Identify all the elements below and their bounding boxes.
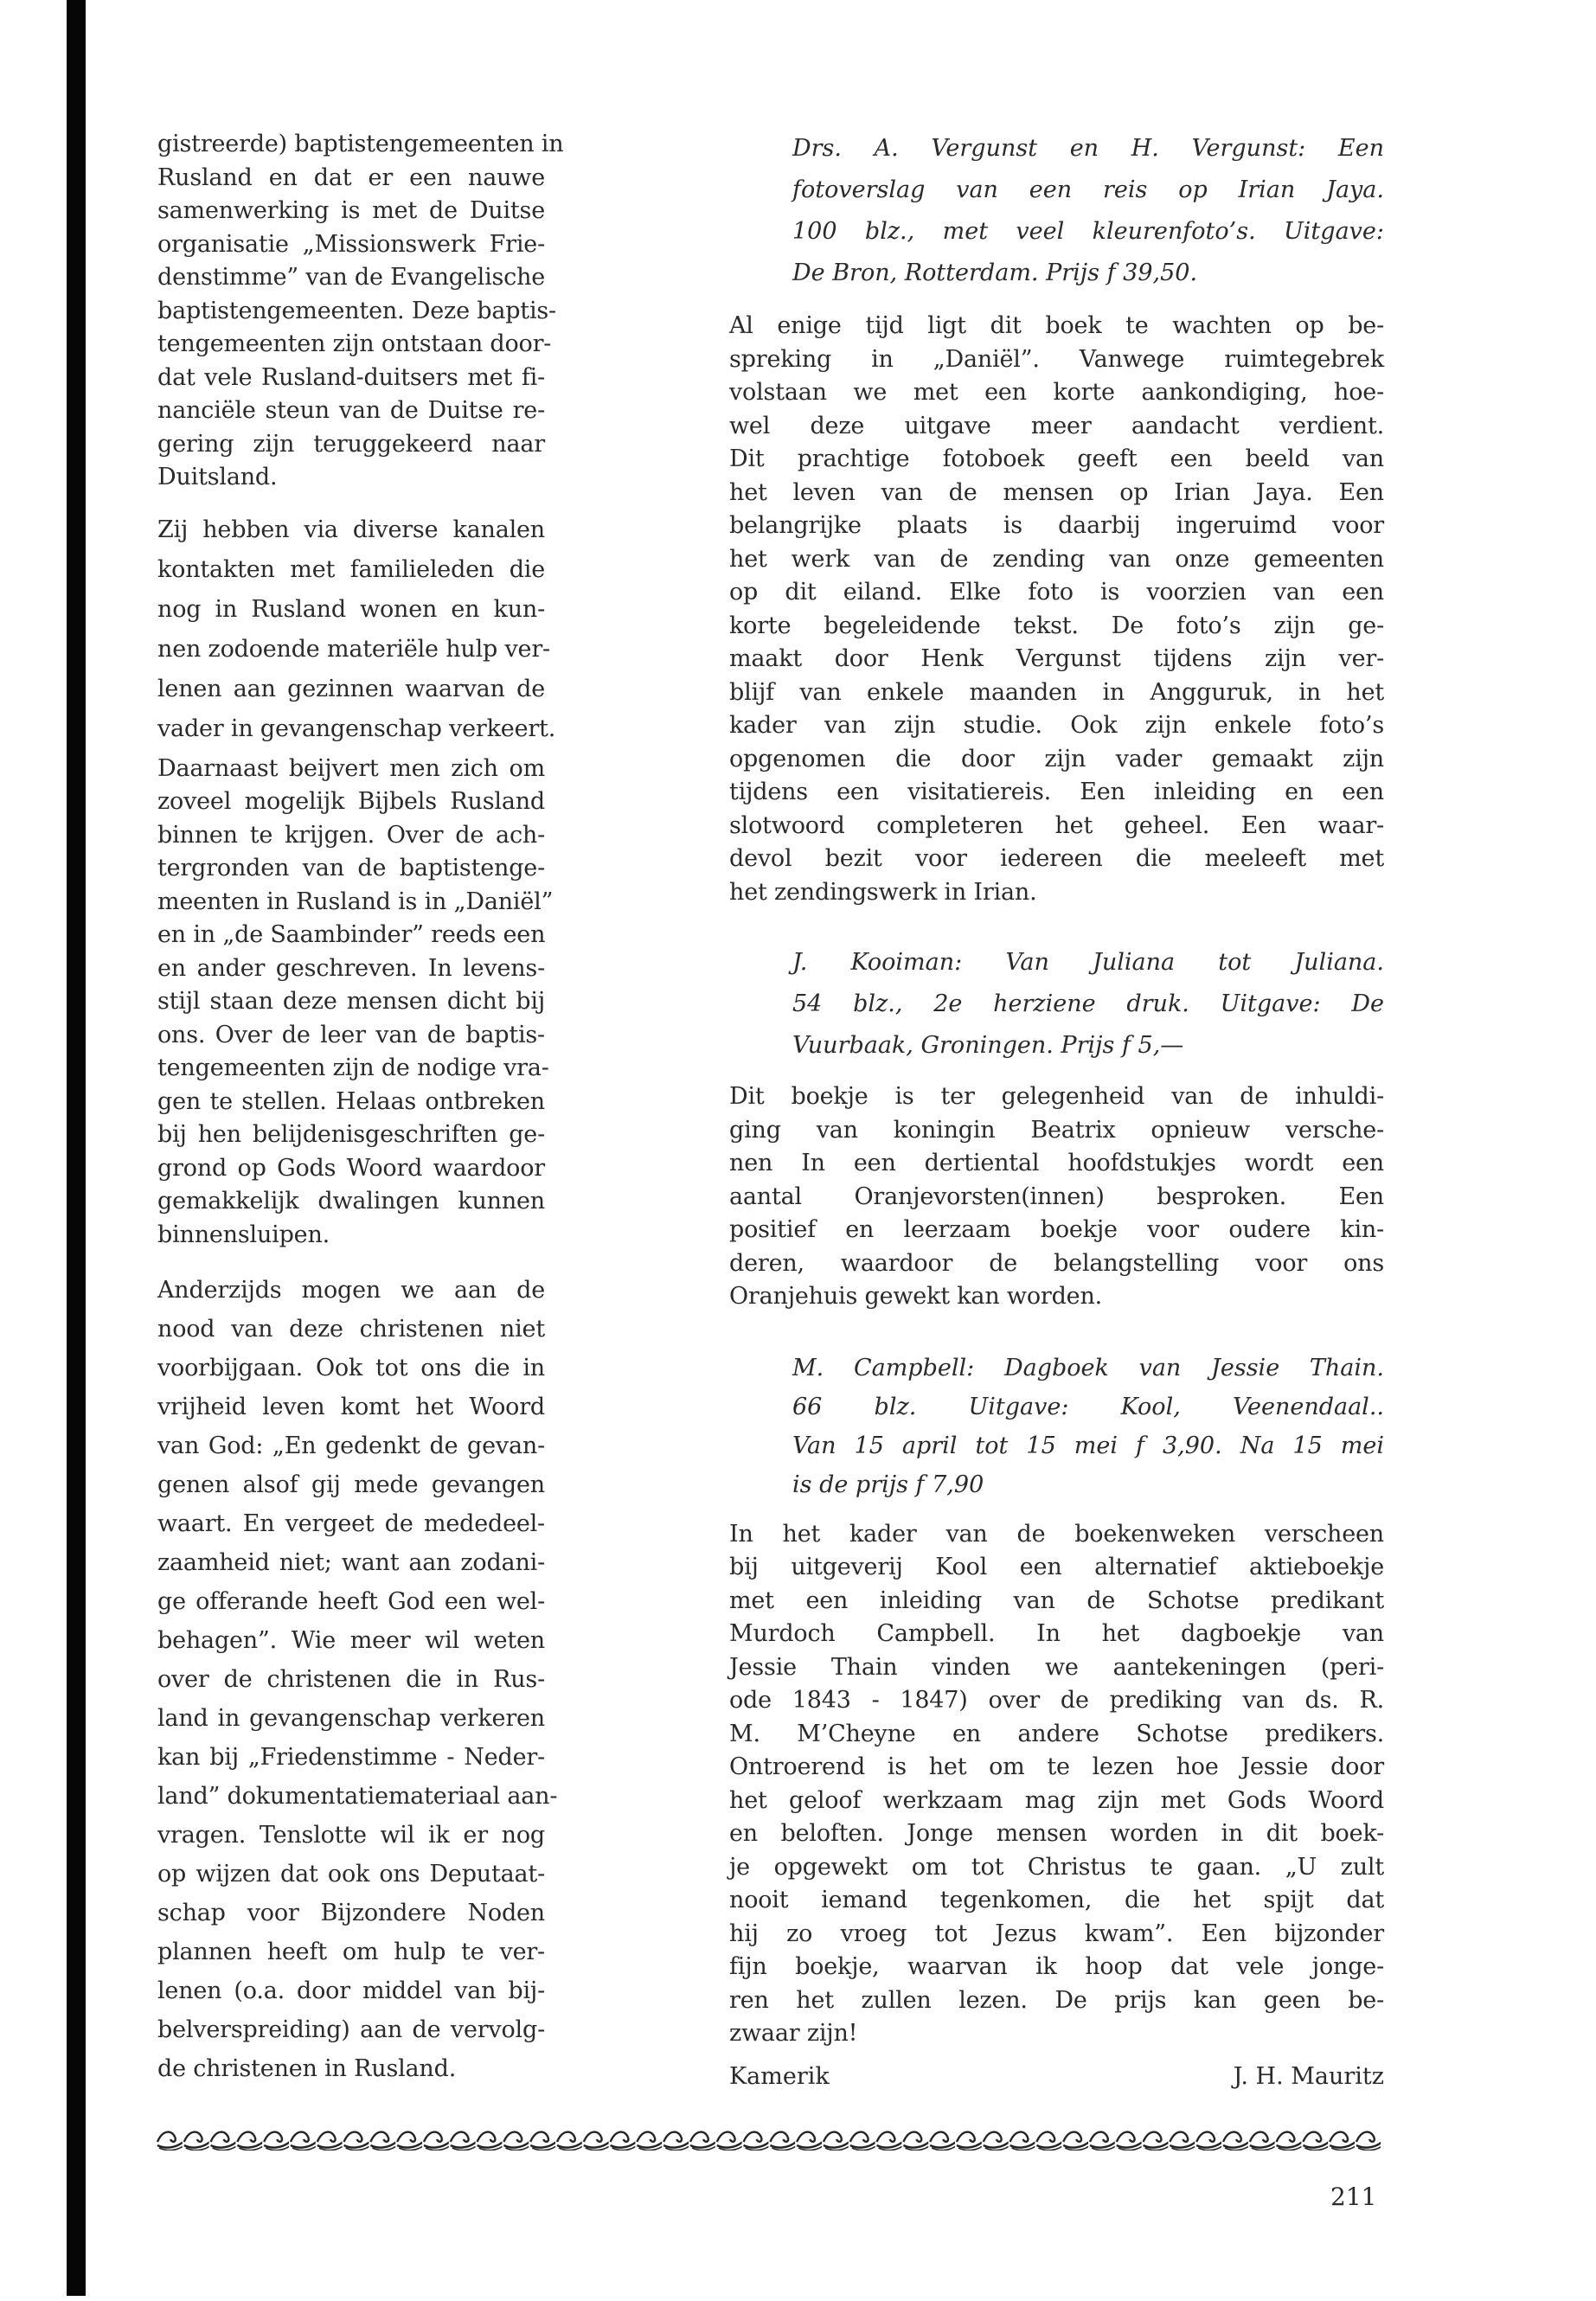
text-line: gen te stellen. Helaas ontbreken	[157, 1087, 545, 1115]
paragraph-family-contacts	[157, 510, 556, 749]
text-line: lenen (o.a. door middel van bij-	[157, 1977, 545, 2004]
text-line: Rusland en dat er een nauwe	[157, 163, 545, 191]
text-line: Oranjehuis gewekt kan worden.	[729, 1283, 1103, 1310]
book-reference	[792, 1349, 1384, 1504]
text-line: Ontroerend is het om te lezen hoe Jessie door	[729, 1753, 1384, 1780]
text-line: tengemeenten zijn de nodige vra-	[157, 1054, 549, 1081]
text-line: slotwoord completeren het geheel. Een waar-	[729, 811, 1384, 839]
text-line: met een inleiding van de Schotse predikant	[729, 1586, 1384, 1614]
left-column	[157, 128, 564, 2088]
text-line: maakt door Henk Vergunst tijdens zijn ver-	[729, 645, 1384, 672]
text-line: lenen aan gezinnen waarvan de	[157, 675, 545, 702]
text-line: devol bezit voor iedereen die meeleeft met	[729, 845, 1384, 872]
text-line: nen In een dertiental hoofdstukjes wordt een	[729, 1150, 1384, 1176]
text-line: en beloften. Jonge mensen worden in dit boek-	[729, 1820, 1384, 1847]
text-line: kan bij „Friedenstimme - Neder-	[157, 1744, 545, 1771]
text-line: zwaar zijn!	[729, 2020, 858, 2047]
text-line: stijl staan deze mensen dicht bij	[157, 988, 545, 1015]
text-line: Daarnaast beijvert men zich om	[157, 754, 545, 782]
text-line: nanciële steun van de Duitse re-	[157, 397, 545, 424]
text-line: over de christenen die in Rus-	[157, 1666, 545, 1693]
text-line: het geloof werkzaam mag zijn met Gods Woord	[729, 1786, 1384, 1814]
book-reference	[792, 128, 1384, 294]
text-line: M. Campbell: Dagboek van Jessie Thain.	[792, 1354, 1384, 1381]
text-line: Drs. A. Vergunst en H. Vergunst: Een	[792, 135, 1384, 162]
text-line: ging van koningin Beatrix opnieuw versche-	[729, 1116, 1384, 1144]
text-line: gering zijn teruggekeerd naar	[157, 430, 545, 458]
text-line: kontakten met familieleden die	[157, 555, 545, 583]
text-line: binnen te krijgen. Over de ach-	[157, 821, 545, 849]
text-line: De Bron, Rotterdam. Prijs f 39,50.	[792, 260, 1198, 286]
text-line: hij zo vroeg tot Jezus kwam”. Een bijzonder	[729, 1920, 1384, 1947]
text-line: samenwerking is met de Duitse	[157, 197, 545, 224]
text-line: vragen. Tenslotte wil ik er nog	[157, 1822, 545, 1849]
text-line: meenten in Rusland is in „Daniël”	[157, 888, 554, 915]
text-line: land in gevangenschap verkeren	[157, 1705, 545, 1732]
page-binding-edge	[67, 0, 86, 2296]
text-line: spreking in „Daniël”. Vanwege ruimtegebrek	[729, 345, 1384, 373]
text-line: nood van deze christenen niet	[157, 1316, 545, 1343]
text-line: denstimme” van de Evangelische	[157, 264, 546, 291]
book-review-text	[729, 1080, 1384, 1314]
text-line: binnensluipen.	[157, 1221, 330, 1248]
signature-author: J. H. Mauritz	[1233, 2063, 1384, 2090]
text-line: M. M’Cheyne en andere Schotse predikers.	[729, 1720, 1384, 1747]
text-line: het werk van de zending van onze gemeenten	[729, 545, 1384, 573]
text-line: land” dokumentatiemateriaal aan-	[157, 1783, 558, 1810]
text-line: Duitsland.	[157, 464, 278, 490]
rope-ornament-divider	[156, 2125, 1381, 2150]
text-line: tijdens een visitatiereis. Een inleiding en een	[729, 779, 1384, 805]
text-line: nog in Rusland wonen en kun-	[157, 595, 545, 623]
text-line: J. Kooiman: Van Juliana tot Juliana.	[792, 949, 1384, 976]
text-line: Al enige tijd ligt dit boek te wachten op be-	[729, 312, 1384, 339]
right-column	[729, 128, 1384, 2051]
text-line: het leven van de mensen op Irian Jaya. Een	[729, 478, 1384, 506]
book-review-irian-jaya	[729, 128, 1384, 909]
text-line: fijn boekje, waarvan ik hoop dat vele jonge-	[729, 1953, 1384, 1980]
text-line: kader van zijn studie. Ook zijn enkele foto’s	[729, 712, 1384, 739]
text-line: aantal Oranjevorsten(innen) besproken. Een	[729, 1183, 1384, 1210]
text-line: Jessie Thain vinden we aantekeningen (peri-	[729, 1653, 1384, 1681]
text-line: het zendingswerk in Irian.	[729, 878, 1037, 906]
text-line: Van 15 april tot 15 mei f 3,90. Na 15 mei	[792, 1432, 1384, 1459]
text-line: van God: „En gedenkt de gevan-	[157, 1433, 545, 1459]
text-line: belverspreiding) aan de vervolg-	[157, 2016, 545, 2043]
text-line: tergronden van de baptistenge-	[157, 855, 545, 881]
text-line: tengemeenten zijn ontstaan door-	[157, 330, 552, 357]
text-line: ren het zullen lezen. De prijs kan geen be-	[729, 1986, 1384, 2014]
text-line: vrijheid leven komt het Woord	[157, 1394, 545, 1420]
text-line: deren, waardoor de belangstelling voor ons	[729, 1249, 1384, 1277]
book-reference	[792, 942, 1384, 1067]
book-review-juliana	[729, 942, 1384, 1314]
book-review-text	[729, 1518, 1384, 2051]
text-line: Vuurbaak, Groningen. Prijs f 5,—	[792, 1032, 1184, 1059]
text-line: op dit eiland. Elke foto is voorzien van een	[729, 579, 1384, 606]
text-line: 54 blz., 2e herziene druk. Uitgave: De	[792, 990, 1384, 1017]
text-line: ge offerande heeft God een wel-	[157, 1588, 545, 1615]
text-line: Anderzijds mogen we aan de	[157, 1277, 545, 1304]
text-line: organisatie „Missionswerk Frie-	[157, 230, 545, 258]
text-line: de christenen in Rusland.	[157, 2055, 457, 2082]
page-number: 211	[1330, 2182, 1377, 2211]
text-line: nen zodoende materiële hulp ver-	[157, 635, 550, 663]
text-line: 66 blz. Uitgave: Kool, Veenendaal..	[792, 1393, 1384, 1420]
text-line: Dit boekje is ter gelegenheid van de inhuldi-	[729, 1083, 1384, 1110]
text-line: is de prijs f 7,90	[792, 1471, 984, 1498]
text-line: bij hen belijdenisgeschriften ge-	[157, 1121, 545, 1148]
text-line: en in „de Saambinder” reeds een	[157, 921, 546, 948]
text-line: op wijzen dat ook ons Deputaat-	[157, 1861, 545, 1888]
text-line: je opgewekt om tot Christus te gaan. „U zult	[729, 1853, 1384, 1881]
text-line: behagen”. Wie meer wil weten	[157, 1627, 545, 1654]
signature-row	[729, 2061, 1384, 2093]
text-line: bij uitgeverij Kool een alternatief aktieboekje	[729, 1554, 1384, 1580]
text-line: grond op Gods Woord waardoor	[157, 1154, 545, 1182]
text-line: wel deze uitgave meer aandacht verdient.	[729, 412, 1384, 439]
text-line: positief en leerzaam boekje voor oudere kin-	[729, 1216, 1384, 1243]
text-line: korte begeleidende tekst. De foto’s zijn ge-	[729, 612, 1384, 639]
text-line: en ander geschreven. In levens-	[157, 954, 545, 982]
text-line: vader in gevangenschap verkeert.	[157, 715, 556, 742]
paragraph-call-to-help	[157, 1271, 558, 2088]
signature-place: Kamerik	[729, 2063, 830, 2090]
text-line: genen alsof gij mede gevangen	[157, 1471, 545, 1498]
text-line: waart. En vergeet de mededeel-	[157, 1510, 545, 1537]
text-line: schap voor Bijzondere Noden	[157, 1900, 545, 1926]
text-line: dat vele Rusland-duitsers met fi-	[157, 363, 545, 391]
text-line: Murdoch Campbell. In het dagboekje van	[729, 1620, 1384, 1647]
text-line: baptistengemeenten. Deze baptis-	[157, 297, 556, 324]
text-line: plannen heeft om hulp te ver-	[157, 1939, 545, 1965]
text-line: Zij hebben via diverse kanalen	[157, 516, 545, 543]
text-line: nooit iemand tegenkomen, die het spijt dat	[729, 1887, 1384, 1913]
text-line: voorbijgaan. Ook tot ons die in	[157, 1355, 545, 1381]
text-line: opgenomen die door zijn vader gemaakt zijn	[729, 745, 1384, 772]
text-line: ons. Over de leer van de baptis-	[157, 1021, 545, 1048]
book-review-jessie-thain	[729, 1349, 1384, 2051]
text-line: ode 1843 - 1847) over de prediking van ds. R.	[729, 1687, 1384, 1714]
book-review-text	[729, 310, 1384, 909]
text-line: gemakkelijk dwalingen kunnen	[157, 1188, 545, 1215]
text-line: fotoverslag van een reis op Irian Jaya.	[792, 176, 1384, 203]
text-line: volstaan we met een korte aankondiging, hoe-	[729, 379, 1384, 406]
text-line: Dit prachtige fotoboek geeft een beeld van	[729, 445, 1384, 472]
paragraph-baptist-origins	[157, 128, 564, 495]
paragraph-bibles-russia	[157, 753, 554, 1253]
text-line: gistreerde) baptistengemeenten in	[157, 131, 564, 157]
text-line: blijf van enkele maanden in Angguruk, in het	[729, 678, 1384, 706]
text-line: zoveel mogelijk Bijbels Rusland	[157, 788, 545, 815]
text-line: 100 blz., met veel kleurenfoto’s. Uitgave:	[792, 218, 1384, 245]
text-line: belangrijke plaats is daarbij ingeruimd voor	[729, 512, 1384, 539]
text-line: zaamheid niet; want aan zodani-	[157, 1549, 545, 1576]
text-line: In het kader van de boekenweken verscheen	[729, 1520, 1384, 1548]
